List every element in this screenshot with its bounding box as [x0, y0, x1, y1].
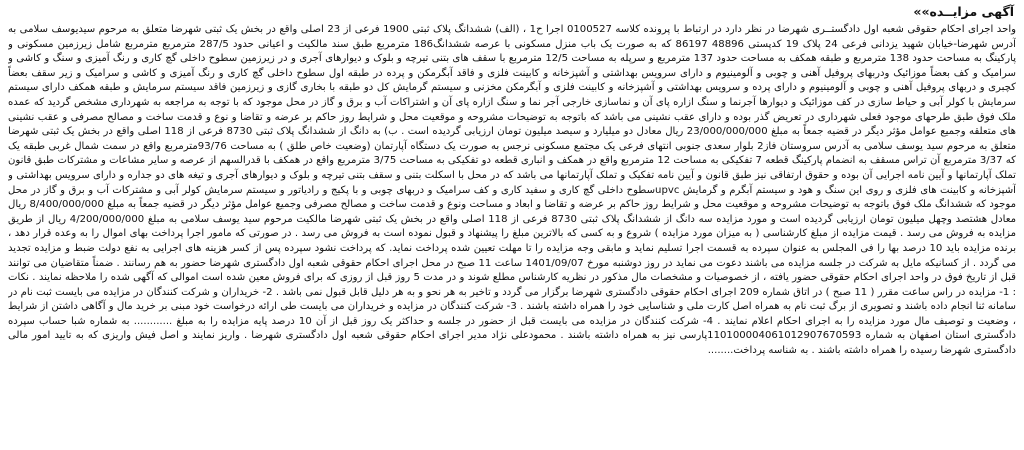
notice-body: واحد اجرای احکام حقوقی شعبه اول دادگستــری شهرضا در نظر دارد در ارتباط با پرونده کلاسه 0100527 اجرا ح1 ، (الف) ششدانگ پلاک ثبتی 1900 فرعی از 23 اصلی واقع در بخش یک ثبتی شهرضا متعلق به مرحوم سیدیوسف سلامی به آدرس شهرضا-خیابان شهید یزدانی فرعی 24 پلاک 19 کدپستی 48896 86197 که به صورت یک باب منزل مسکونی با عرصه ششدانگ186 مترمربع طبق سند مالکیت و اعیانی حدود 287/5 مترمربع مترمربع شامل زیرزمین مسکونی و پارکینگ به مساحت حدود 138 مترمربع و طبقه همکف به مساحت حدود 137 مترمربع و سرپله به مساحت 12/5 مترمربع با سقف های بتنی تیرچه و بلوک و دیوارهای آجری و در زیرزمین سطوح داخلی گچ کاری و رنگ آمیزی و سنگ و کاشی و سرامیک و کف بعضاً موزائیک ودربهای پروفیل آهنی و چوبی و آلومینیوم و دارای سرویس بهداشتی و آشپزخانه و کابینت فلزی و فاقد آبگرمکن و پرده در طبقه اول سطوح داخلی گچ کاری و رنگ آمیزی و کاشی و سرامیک و زیر سقف بعضاً کچبری و دربهای پروفیل آهنی و چوبی و آلومینیوم و دارای پرده و سرویس بهداشتی و آشپزخانه و کابینت فلزی و آبگرمکن مخزنی و سیستم گرمایش کل دو طبقه با بخاری گازی و زیرزمین فاقد سیستم سرمایش و طبقه همکف دارای سیستم سرمایش با کولر آبی و حیاط سازی در کف موزائیک و دیوارها آجرنما و سنگ ازاره پای آن و نماسازی خارجی آجر نما و سنگ ازاره پای آن و اشتراکات آب و برق و گاز در محل موجود که با توجه به مراجعه به شهرداری مشخص گردید که عمده ملک فوق طبق طرحهای موجود فعلی شهرداری در تعریض گذر بوده و دارای عقب نشینی می باشد که باتوجه به توضیحات مشروحه و موقعیت محل و شرایط روز حاکم بر عرضه و تقاضا و نوع و قدمت ساخت و مصالح مصرفی و عقب نشینی های متعلقه وجمیع عوامل مؤثر دیگر در قضیه جمعاً به مبلغ 23/000/000/000 ریال معادل دو میلیارد و سیصد میلیون تومان ارزیابی گردیده است . ب) به دانگ از ششدانگ پلاک ثبتی 8730 فرعی از 118 اصلی واقع در بخش یک ثبتی شهرضا متعلق به مرحوم سید یوسف سلامی به آدرس سروستان فاز2 بلوار سعدی جنوبی انتهای فرعی یک مجتمع مسکونی نرجس به صورت یک دستگاه آپارتمان (وضعیت خاص طلق ) به مساحت 93/76مترمربع واقع در سمت شمال غربی طبقه یک که 3/37 مترمربع آن تراس مسقف به انضمام پارکینگ قطعه 7 تفکیکی به مساحت 12 مترمربع واقع در همکف و انباری قطعه دو تفکیکی به مساحت 3/75 مترمربع واقع در همکف با قدرالسهم از عرصه و سایر مشاعات و مشترکات طبق قانون تملک آپارتمانها و آیین نامه اجرایی آن بوده و حقوق ارتفاقی نیز طبق قانون و آیین نامه تفکیک و تملک آپارتمانها می باشد که در محل با اسکلت بتنی و سقف بتنی تیرچه و بلوک و دیوارهای آجری و تیغه های دو جداره و دارای سرویس بهداشتی و آشپزخانه و کابینت های فلزی و روی این سنگ و هود و سیستم آبگرم و گرمایش upvcسطوح داخلی گچ کاری و سفید کاری و کف سرامیک و دربهای چوبی و با پکیج و رادیاتور و سیستم سرمایش کولر آبی و مشترکات آب و برق و گاز در محل موجود که ششدانگ ملک فوق باتوجه به توضیحات مشروحه و موقعیت محل و شرایط روز حاکم بر عرضه و تقاضا و ابعاد و مساحت ونوع و قدمت ساخت و مصالح مصرفی وجمیع عوامل مؤثر دیگر در قضیه جمعاً به مبلغ 8/400/000/000 ریال معادل هشتصد وچهل میلیون تومان ارزیابی گردیده است و مورد مزایده سه دانگ از ششدانگ پلاک ثبتی 8730 فرعی از 118 اصلی واقع در بخش یک ثبتی شهرضا مالکیت مرحوم سید یوسف سلامی به مبلغ 4/200/000/000 ریال از طریق مزایده به فروش می رسد . قیمت مزایده از مبلغ کارشناسی ( به میزان مورد مزایده ) شروع و به کسی که بالاترین مبلغ را پیشنهاد و قبول نموده است به فروش می رسد . در صورتی که مامور اجرا پرداخت بهای اموال را به وعده قرار دهد ، برنده مزایده باید 10 درصد بها را فی المجلس به عنوان سپرده به قسمت اجرا تسلیم نماید و مابقی وجه مزایده را تا مهلت تعیین شده پرداخت نماید. که پرداخت نشود سپرده پس از کسر هزینه های اجرایی به نفع دولت ضبط و مزایده تجدید می گردد . از کسانیکه مایل به شرکت در جلسه مزایده می باشند دعوت می نماید در روز دوشنبه مورخ 1401/09/07 ساعت 11 صبح در محل اجرای احکام حقوقی شعبه اول دادگستری شهرضا حضور به هم رسانند . ضمناً متقاضیان می توانند قبل از تاریخ فوق در واحد اجرای احکام حقوقی حضور یافته ، از خصوصیات و مشخصات مال مذکور در نظریه کارشناس مطلع شوند و در مدت 5 روز قبل از روزی که برای فروش معین شده است اموالی که آگهی شده را ملاحظه نمایند . نکات : 1- مزایده در راس ساعت مقرر ( 11 صبح ) در اتاق شماره 209 اجرای احکام حقوقی دادگستری شهرضا برگزار می گردد و تاخیر به هر نحو و به هر دلیل قابل قبول نمی باشد . 2- خریداران و شرکت کنندگان در مزایده می بایست ثبت نام در سامانه ثنا انجام داده باشند و تصویری از برگ ثبت نام به همراه اصل کارت ملی و شناسایی خود را همراه داشته باشند . 3- شرکت کنندگان در مزایده و خریداران می بایست طی ارائه درخواست خود مبنی بر خرید مال و آگاهی داشتن از شرایط ، وضعیت و توصیف مال مورد مزایده را به اجرای احکام اعلام نمایند . 4- شرکت کنندگان در مزایده می بایست قبل از حضور در جلسه و حداکثر یک روز قبل از آن 10 درصد پایه مزایده را به مبلغ ............ به شماره شبا حساب سپرده دادگستری استان اصفهان به شماره 110100004061012907670593پارسی نیز به همراه داشته باشند . محمودعلی نژاد مدیر اجرای احکام حقوقی شعبه اول دادگستری شهرضا . واریز نمایند و اصل فیش واریزی که به تایید امور مالی دادگستری شهرضا رسیده را همراه داشته باشند . به شناسه پرداخت........	[8, 24, 1016, 357]
notice-title: آگهی مزایــده»»	[913, 4, 1014, 19]
auction-notice	[8, 4, 1016, 444]
